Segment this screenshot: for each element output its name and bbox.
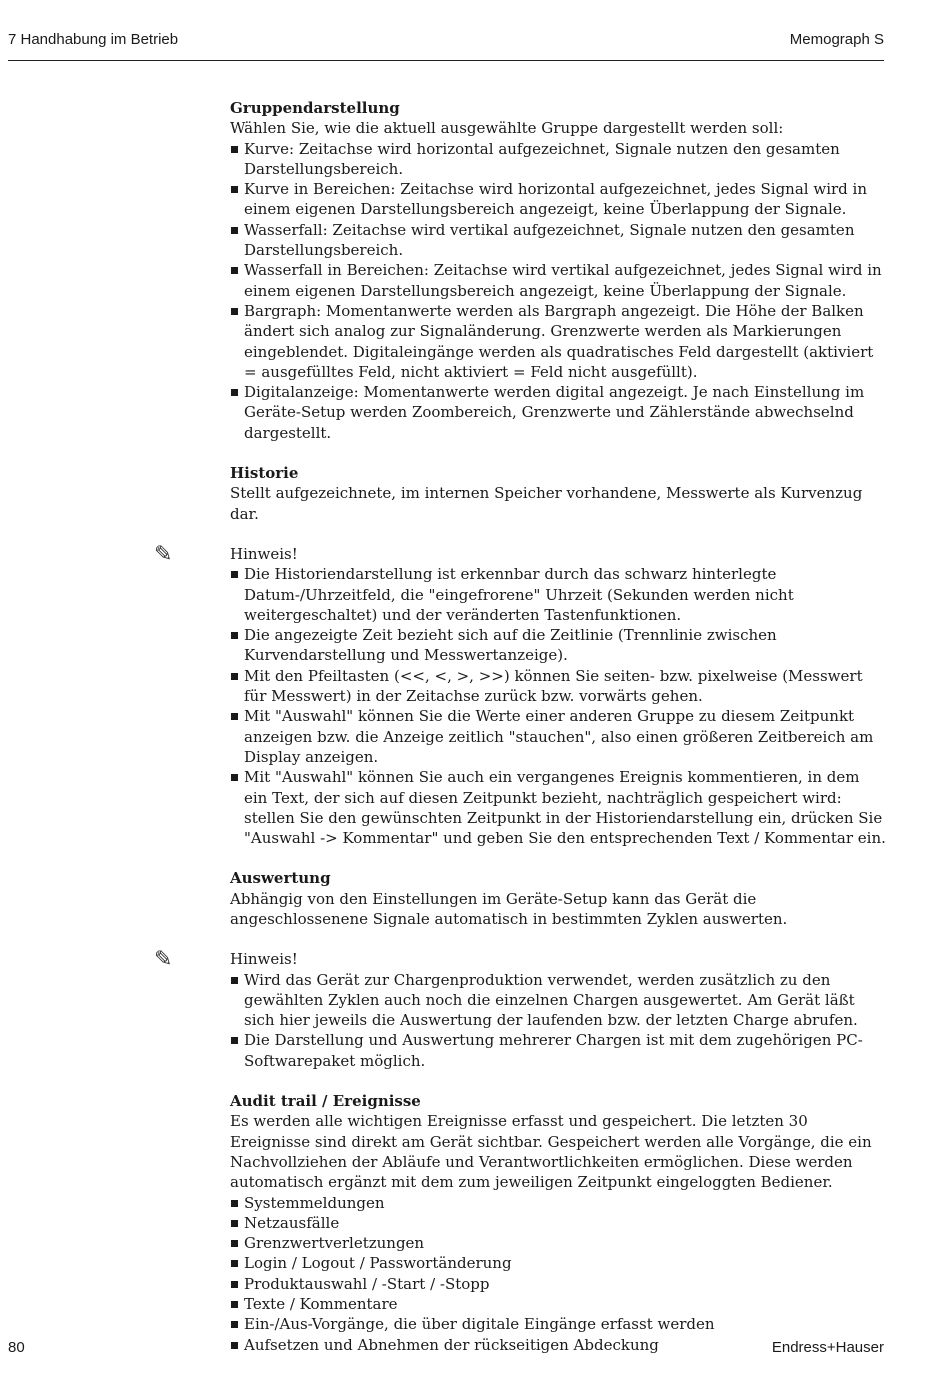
list-item: Bargraph: Momentanwerte werden als Bargraph angezeigt. Die Höhe der Balken ändert sich analog zur Signaländerung. Grenzwerte werden als Markierungen eingeblendet. Digitaleingänge werden als quadratisches Feld dargestellt (aktiviert = ausgefülltes Feld, nicht aktiviert = Feld nicht ausgefüllt). (230, 301, 886, 382)
list-item: Mit "Auswahl" können Sie auch ein vergangenes Ereignis kommentieren, in dem ein Text, der sich auf diesen Zeitpunkt bezieht, nachträglich gespeichert wird: stellen Sie den gewünschten Zeitpunkt in der Historiendarstellung ein, drücken Sie "Auswahl -> Kommentar" und geben Sie den entsprechenden Text / Kommentar ein. (230, 767, 886, 848)
bullet-list (230, 564, 886, 848)
note-auswertung (154, 947, 886, 1071)
list-item: Wasserfall: Zeitachse wird vertikal aufgezeichnet, Signale nutzen den gesamten Darstellungsbereich. (230, 220, 886, 261)
list-item: Grenzwertverletzungen (230, 1233, 886, 1253)
section-audit-trail (230, 1091, 886, 1355)
brand-name: Endress+Hauser (771, 1339, 884, 1356)
bullet-list (230, 139, 886, 443)
section-text: Abhängig von den Einstellungen im Geräte-Setup kann das Gerät die angeschlossenene Signale automatisch in bestimmten Zyklen auswerten. (230, 889, 788, 928)
section-title: Audit trail / Ereignisse (230, 1092, 421, 1111)
list-item: Texte / Kommentare (230, 1294, 886, 1314)
note-label: Hinweis! (230, 950, 298, 969)
section-gruppendarstellung (230, 98, 886, 443)
list-item: Systemmeldungen (230, 1193, 886, 1213)
section-text: Es werden alle wichtigen Ereignisse erfasst und gespeichert. Die letzten 30 Ereignisse sind direkt am Gerät sichtbar. Gespeichert werden alle Vorgänge, die ein Nachvollziehen der Abläufe und Verantwortlichkeiten ermöglichen. Diese werden automatisch ergänzt mit dem zum jeweiligen Zeitpunkt eingeloggten Bediener. (230, 1112, 872, 1192)
pencil-icon: ✎ (154, 947, 173, 973)
list-item: Aufsetzen und Abnehmen der rückseitigen Abdeckung (230, 1335, 886, 1355)
product-name: Memograph S (789, 31, 884, 48)
list-item: Digitalanzeige: Momentanwerte werden digital angezeigt. Je nach Einstellung im Geräte-Setup werden Zoombereich, Grenzwerte und Zählerstände abwechselnd dargestellt. (230, 382, 886, 443)
list-item: Wird das Gerät zur Chargenproduktion verwendet, werden zusätzlich zu den gewählten Zyklen auch noch die einzelnen Chargen ausgewertet. Am Gerät läßt sich hier jeweils die Auswertung der laufenden bzw. der letzten Charge abrufen. (230, 970, 886, 1031)
header-divider (8, 60, 884, 61)
page-number: 80 (8, 1339, 25, 1356)
list-item: Produktauswahl / -Start / -Stopp (230, 1274, 886, 1294)
bullet-list (230, 970, 886, 1071)
list-item: Kurve in Bereichen: Zeitachse wird horizontal aufgezeichnet, jedes Signal wird in einem eigenen Darstellungsbereich angezeigt, keine Überlappung der Signale. (230, 179, 886, 220)
section-title: Gruppendarstellung (230, 99, 400, 117)
list-item: Netzausfälle (230, 1213, 886, 1233)
section-title: Auswertung (230, 869, 331, 888)
main-content (154, 98, 886, 1375)
list-item: Wasserfall in Bereichen: Zeitachse wird vertikal aufgezeichnet, jedes Signal wird in einem eigenen Darstellungsbereich angezeigt, keine Überlappung der Signale. (230, 260, 886, 301)
list-item: Mit den Pfeiltasten (<<, <, >, >>) können Sie seiten- bzw. pixelweise (Messwert für Messwert) in der Zeitachse zurück bzw. vorwärts gehen. (230, 666, 886, 707)
section-historie (230, 463, 886, 524)
list-item: Die angezeigte Zeit bezieht sich auf die Zeitlinie (Trennlinie zwischen Kurvendarstellung und Messwertanzeige). (230, 625, 886, 666)
section-text: Stellt aufgezeichnete, im internen Speicher vorhandene, Messwerte als Kurvenzug dar. (230, 484, 863, 523)
list-item: Die Darstellung und Auswertung mehrerer Chargen ist mit dem zugehörigen PC-Softwarepaket möglich. (230, 1030, 886, 1071)
chapter-title: 7 Handhabung im Betrieb (8, 31, 179, 48)
section-title: Historie (230, 464, 299, 483)
list-item: Kurve: Zeitachse wird horizontal aufgezeichnet, Signale nutzen den gesamten Darstellungsbereich. (230, 139, 886, 180)
list-item: Login / Logout / Passwortänderung (230, 1253, 886, 1273)
note-label: Hinweis! (230, 544, 298, 563)
section-auswertung (230, 868, 886, 929)
list-item: Ein-/Aus-Vorgänge, die über digitale Eingänge erfasst werden (230, 1314, 886, 1334)
bullet-list (230, 1193, 886, 1355)
pencil-icon: ✎ (154, 541, 173, 567)
note-historie (154, 541, 886, 848)
list-item: Mit "Auswahl" können Sie die Werte einer anderen Gruppe zu diesem Zeitpunkt anzeigen bzw. die Anzeige zeitlich "stauchen", also einen größeren Zeitbereich am Display anzeigen. (230, 706, 886, 767)
section-intro: Wählen Sie, wie die aktuell ausgewählte Gruppe dargestellt werden soll: (230, 119, 784, 138)
list-item: Die Historiendarstellung ist erkennbar durch das schwarz hinterlegte Datum-/Uhrzeitfeld, die "eingefrorene" Uhrzeit (Sekunden werden nicht weitergeschaltet) und der veränderten Tastenfunktionen. (230, 564, 886, 625)
